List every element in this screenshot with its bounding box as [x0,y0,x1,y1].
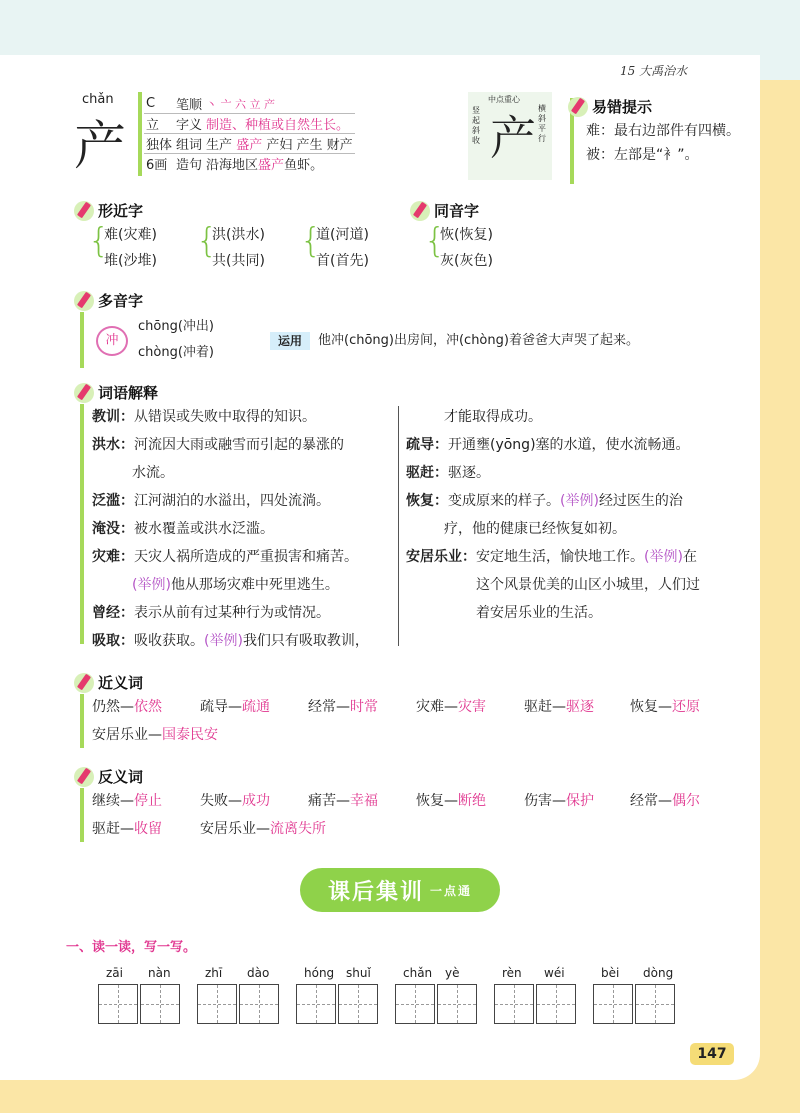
polyphone-reading-2: chòng(冲着) [138,345,214,360]
gloss-left-7: 曾经：表示从前有过某种行为或情况。 [92,605,330,621]
pinyin-label: bèi [601,966,620,980]
tips-title: 易错提示 [568,96,652,117]
writing-cell[interactable] [536,984,576,1024]
similar-1a: 难(灾难) [104,227,157,243]
synonym-4: 驱赶—驱逐 [524,699,594,715]
card-divider [138,92,142,176]
glossary-divider [398,406,399,646]
similar-3b: 首(首先) [316,253,369,269]
antonym-bar [80,788,84,842]
pencil-icon [74,201,94,221]
char-sentence: 沿海地区盛产鱼虾。 [206,158,324,173]
polyphone-title: 多音字 [74,290,143,311]
pinyin-label: hóng [304,966,335,980]
antonym-6: 驱赶—收留 [92,821,162,837]
writing-cell[interactable] [140,984,180,1024]
similar-1b: 堆(沙堆) [104,253,157,269]
char-letter: C [146,96,156,111]
antonym-2: 痛苦—幸福 [308,793,378,809]
brace-icon: { [88,221,110,261]
label-words: 组词 [176,138,203,153]
practice-logo: 课后集训 一点通 [300,868,500,912]
character-card [66,92,552,182]
gloss-left-4: 淹没：被水覆盖或洪水泛滥。 [92,521,274,537]
homophone-title: 同音字 [410,200,479,221]
gloss-right-6: 这个风景优美的山区小城里，人们过 [476,577,700,593]
gloss-right-2: 驱赶：驱逐。 [406,465,490,481]
use-label: 运用 [270,332,310,350]
pencil-icon [410,201,430,221]
antonym-4: 伤害—保护 [524,793,594,809]
brace-icon: { [424,221,446,261]
pinyin-label: wéi [544,966,565,980]
tips-line-2: 被：左部是“衤”。 [586,147,699,163]
writing-cell[interactable] [593,984,633,1024]
polyphone-bar [80,312,84,368]
pinyin-label: zhī [205,966,223,980]
antonym-0: 继续—停止 [92,793,162,809]
label-sentence: 造句 [176,158,203,173]
lesson-header: 15 大禹治水 [620,64,688,78]
tip-top: 中点重心 [488,95,520,104]
gloss-right-1: 疏导：开通壅(yōng)塞的水道，使水流畅通。 [406,437,690,453]
polyphone-char: 冲 [96,326,128,356]
char-large: 产 [74,117,127,177]
synonym-6: 安居乐业—国泰民安 [92,727,218,743]
page-number: 147 [690,1043,734,1065]
homophone-1: 恢(恢复) [440,227,493,243]
writing-cell[interactable] [494,984,534,1024]
gloss-right-7: 着安居乐业的生活。 [476,605,602,621]
pencil-icon [74,383,94,403]
writing-cell[interactable] [338,984,378,1024]
similar-2b: 共(共同) [212,253,265,269]
writing-tips-box [468,92,552,180]
writing-cell[interactable] [197,984,237,1024]
gloss-left-2: 水流。 [132,465,174,481]
synonym-0: 仍然—依然 [92,699,162,715]
writing-cell[interactable] [239,984,279,1024]
writing-cell[interactable] [437,984,477,1024]
synonym-title: 近义词 [74,672,143,693]
similar-2a: 洪(洪水) [212,227,265,243]
char-strokes: 6画 [146,158,168,173]
writing-cell[interactable] [395,984,435,1024]
gloss-right-4: 疗，他的健康已经恢复如初。 [444,521,626,537]
stroke-order: 丶 亠 六 立 产 [206,97,276,111]
polyphone-reading-1: chōng(冲出) [138,319,214,334]
antonym-3: 恢复—断绝 [416,793,486,809]
gloss-left-8: 吸取：吸收获取。(举例)我们只有吸取教训， [92,633,369,649]
gloss-right-0: 才能取得成功。 [444,409,542,425]
pinyin-label: nàn [148,966,171,980]
pinyin-label: yè [445,966,460,980]
char-radical: 立 [146,118,160,133]
pinyin-label: zāi [106,966,123,980]
pinyin-label: dào [247,966,270,980]
brace-icon: { [196,221,218,261]
gloss-left-0: 教训：从错误或失败中取得的知识。 [92,409,316,425]
synonym-5: 恢复—还原 [630,699,700,715]
synonym-2: 经常—时常 [308,699,378,715]
writing-cell[interactable] [98,984,138,1024]
char-meaning: 制造、种植或自然生长。 [206,118,350,133]
brace-icon: { [300,221,322,261]
use-sentence: 他冲(chōng)出房间，冲(chòng)着爸爸大声哭了起来。 [318,333,639,348]
pinyin-label: dòng [643,966,674,980]
tips-line-1: 难：最右边部件有四横。 [586,123,740,139]
gloss-right-5: 安居乐业：安定地生活，愉快地工作。(举例)在 [406,549,697,565]
glossary-bar [80,404,84,644]
label-stroke: 笔顺 [176,98,203,113]
similar-3a: 道(河道) [316,227,369,243]
char-structure: 独体 [146,138,173,153]
synonym-1: 疏导—疏通 [200,699,270,715]
writing-cell[interactable] [296,984,336,1024]
antonym-1: 失败—成功 [200,793,270,809]
synonym-3: 灾难—灾害 [416,699,486,715]
char-pinyin: chǎn [82,92,114,107]
antonym-7: 安居乐业—流离失所 [200,821,326,837]
writing-cell[interactable] [635,984,675,1024]
antonym-title: 反义词 [74,766,143,787]
gloss-left-3: 泛滥：江河湖泊的水溢出，四处流淌。 [92,493,330,509]
gloss-left-1: 洪水：河流因大雨或融雪而引起的暴涨的 [92,437,344,453]
similar-title: 形近字 [74,200,143,221]
pencil-icon [74,673,94,693]
char-words: 生产 盛产 产妇 产生 财产 [206,138,353,153]
pinyin-label: chǎn [403,966,433,980]
synonym-bar [80,694,84,748]
pencil-icon [74,291,94,311]
pencil-icon [568,97,588,117]
gloss-right-3: 恢复：变成原来的样子。(举例)经过医生的治 [406,493,683,509]
glossary-title: 词语解释 [74,382,158,403]
gloss-left-6: (举例)他从那场灾难中死里逃生。 [132,577,339,593]
label-meaning: 字义 [176,118,203,133]
tip-char: 产 [490,111,536,165]
pinyin-label: rèn [502,966,522,980]
pencil-icon [74,767,94,787]
pinyin-label: shuǐ [346,966,371,980]
char-info-table [144,94,355,173]
antonym-5: 经常—偶尔 [630,793,700,809]
gloss-left-5: 灾难：天灾人祸所造成的严重损害和痛苦。 [92,549,358,565]
exercise-title: 一、读一读，写一写。 [66,940,197,955]
homophone-2: 灰(灰色) [440,253,493,269]
tip-left: 竖起斜收 [472,106,480,145]
tip-right: 横斜平行 [538,104,546,143]
